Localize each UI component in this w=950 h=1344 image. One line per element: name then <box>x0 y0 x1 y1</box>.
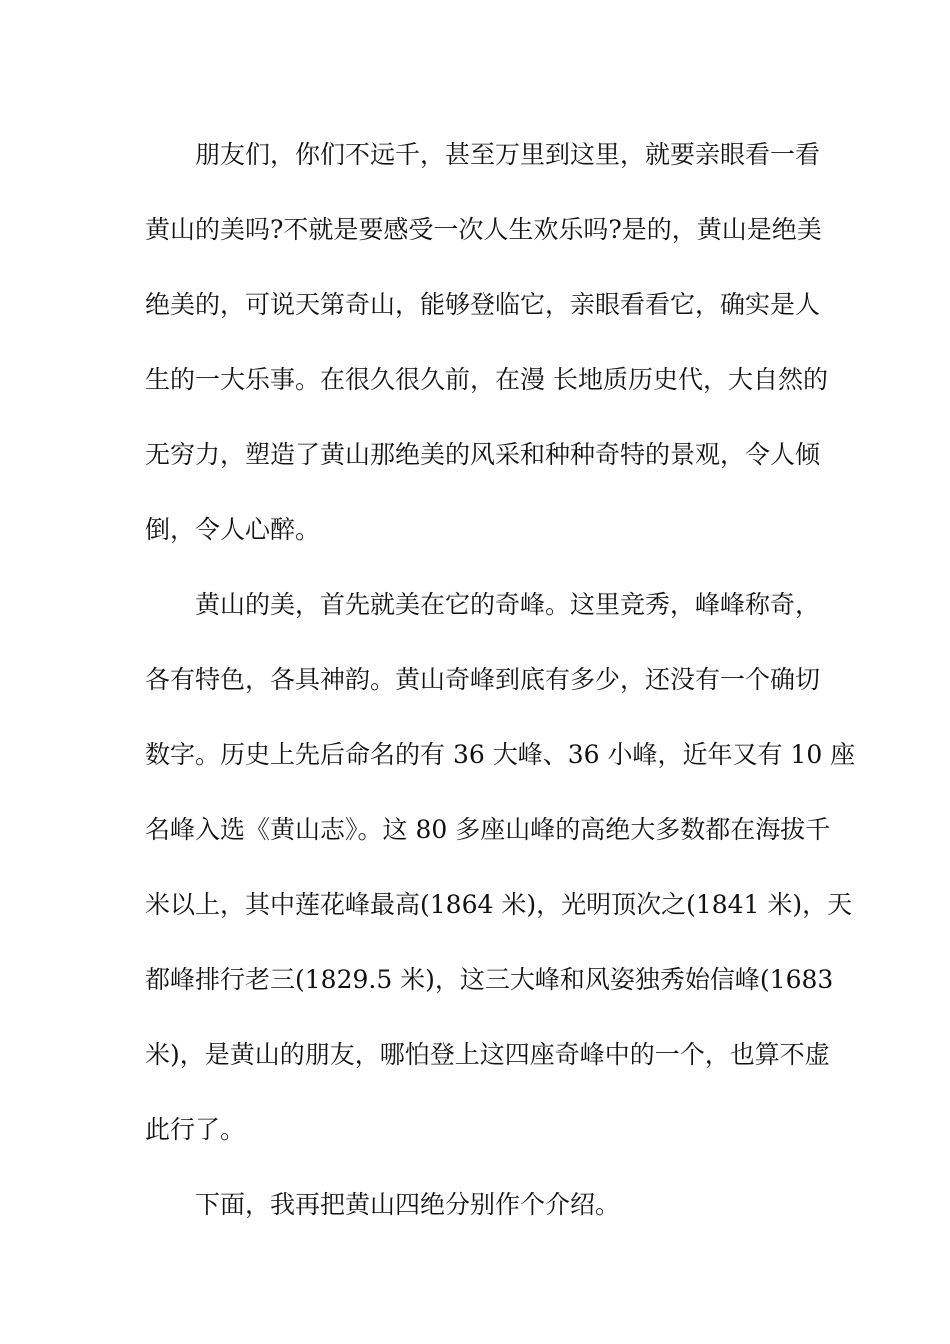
paragraph-line: 倒，令人心醉。 <box>145 515 321 544</box>
paragraph-line: 绝美的，可说天第奇山，能够登临它，亲眼看看它，确实是人 <box>145 290 821 319</box>
paragraph-line: 黄山的美，首先就美在它的奇峰。这里竞秀，峰峰称奇， <box>195 590 821 619</box>
paragraph-line: 米)，是黄山的朋友，哪怕登上这四座奇峰中的一个，也算不虚 <box>145 1040 830 1069</box>
paragraph-line: 都峰排行老三(1829.5 米)，这三大峰和风姿独秀始信峰(1683 <box>145 965 834 994</box>
paragraph-line: 名峰入选《黄山志》。这 80 多座山峰的高绝大多数都在海拔千 <box>145 815 831 844</box>
paragraph-line: 米以上，其中莲花峰最高(1864 米)，光明顶次之(1841 米)，天 <box>145 890 853 919</box>
paragraph-line: 下面，我再把黄山四绝分别作个介绍。 <box>195 1190 621 1219</box>
paragraph-3 <box>145 1183 810 1227</box>
paragraph-line: 各有特色，各具神韵。黄山奇峰到底有多少，还没有一个确切 <box>145 665 821 694</box>
paragraph-1 <box>145 133 828 552</box>
paragraph-line: 此行了。 <box>145 1115 246 1144</box>
document-body <box>145 133 856 1258</box>
paragraph-line: 朋友们，你们不远千，甚至万里到这里，就要亲眼看一看 <box>195 140 821 169</box>
paragraph-line: 数字。历史上先后命名的有 36 大峰、36 小峰，近年又有 10 座 <box>145 740 856 769</box>
paragraph-line: 生的一大乐事。在很久很久前，在漫 长地质历史代，大自然的 <box>145 365 828 394</box>
paragraph-2 <box>145 583 856 1152</box>
paragraph-line: 无穷力，塑造了黄山那绝美的风采和种种奇特的景观，令人倾 <box>145 440 821 469</box>
paragraph-line: 黄山的美吗?不就是要感受一次人生欢乐吗?是的，黄山是绝美 <box>145 215 822 244</box>
